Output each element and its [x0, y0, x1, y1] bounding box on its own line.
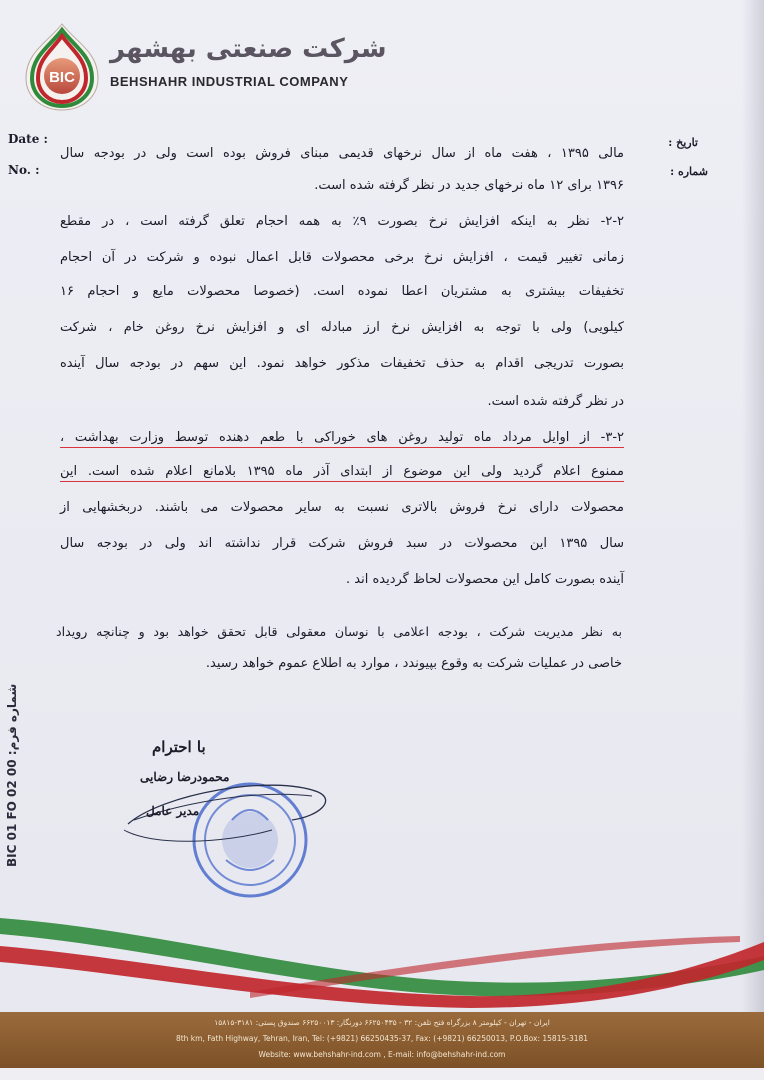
number-label-fa: شماره : — [670, 165, 708, 178]
footer-band — [0, 1012, 764, 1068]
body-line: زمانی تغییر قیمت ، افزایش نرخ برخی محصولات قابل اعمال نبوده و شرکت در آن احجام — [60, 250, 624, 265]
body-line: بصورت تدریجی اقدام به حذف تخفیفات مذکور خواهد نمود. این سهم در بودجه سال آینده — [60, 356, 624, 371]
date-label-fa: تاریخ : — [668, 136, 698, 149]
body-line: ۱۳۹۶ برای ۱۲ ماه نرخهای جدید در نظر گرفته شده است. — [314, 178, 624, 193]
company-logo — [18, 22, 106, 112]
bottom-strip — [0, 1068, 764, 1080]
company-name-fa: شرکت صنعتی بهشهر — [110, 34, 387, 64]
body-line: در نظر گرفته شده است. — [487, 394, 624, 409]
body-line: آینده بصورت کامل این محصولات لحاظ گردیده اند . — [346, 572, 624, 587]
body-line: خاصی در عملیات شرکت به وقوع بپیوندد ، موارد به اطلاع عموم خواهد رسید. — [205, 656, 622, 671]
number-label: No. : — [8, 163, 40, 177]
body-line-underlined — [60, 464, 624, 488]
form-code: BIC 01 FO 02 00 :شماره فرم — [5, 683, 19, 867]
body-line: محصولات دارای نرخ فروش بالاتری نسبت به سایر محصولات می باشند. دربخشهایی از — [60, 500, 624, 515]
body-line-underlined — [60, 430, 624, 454]
date-label: Date : — [8, 132, 48, 146]
signatory-title: مدیر عامل — [146, 804, 200, 818]
regards-text: با احترام — [152, 738, 206, 756]
body-line: کیلویی) ولی با توجه به افزایش نرخ ارز مبادله ای و افزایش نرخ روغن خام ، شرکت — [60, 320, 624, 335]
signatory-name: محمودرضا رضایی — [140, 770, 230, 784]
body-line: تخفیفات بیشتری به مشتریان اعطا نموده است. (خصوصا محصولات مایع و احجام ۱۶ — [60, 284, 624, 299]
body-line: ۲-۲- نظر به اینکه افزایش نرخ بصورت ۹٪ به همه احجام تعلق گرفته است ، در مقطع — [60, 214, 624, 229]
body-line: سال ۱۳۹۵ این محصولات در سبد فروش شرکت قرار نداشته اند ولی در بودجه سال — [60, 536, 624, 551]
footer-wave — [0, 900, 764, 1012]
footer-address-en: 8th km, Fath Highway, Tehran, Iran, Tel: (+9821) 66250435-37, Fax: (+9821) 66250013, P.O.Box: 15815-3181 — [175, 1034, 589, 1043]
underlined-text: ممنوع اعلام گردید ولی این موضوع از ابتدای آذر ماه ۱۳۹۵ بلامانع اعلام شده است. این — [60, 464, 624, 482]
footer-address-fa: ایران - تهران - کیلومتر ۸ بزرگراه فتح تلفن: ۳۲ - ۶۶۲۵۰۴۳۵ دورنگار: ۶۶۲۵۰۰۱۳ صندوق پستی: ۳۱۸۱-۱۵۸۱۵ — [214, 1018, 550, 1027]
logo-text: BIC — [49, 69, 75, 86]
underlined-text: ۳-۲- از اوایل مرداد ماه تولید روغن های خوراکی با طعم دهنده توسط وزارت بهداشت ، — [60, 430, 624, 448]
body-line: مالی ۱۳۹۵ ، هفت ماه از سال نرخهای قدیمی مبنای فروش بوده است ولی در بودجه سال — [60, 146, 624, 161]
company-name-en: BEHSHAHR INDUSTRIAL COMPANY — [110, 74, 349, 89]
footer-website: Website: www.behshahr-ind.com , E-mail: info@behshahr-ind.com — [258, 1050, 506, 1059]
body-line: به نظر مدیریت شرکت ، بودجه اعلامی با نوسان معقولی قابل تحقق خواهد بود و چنانچه رویداد — [56, 624, 622, 639]
